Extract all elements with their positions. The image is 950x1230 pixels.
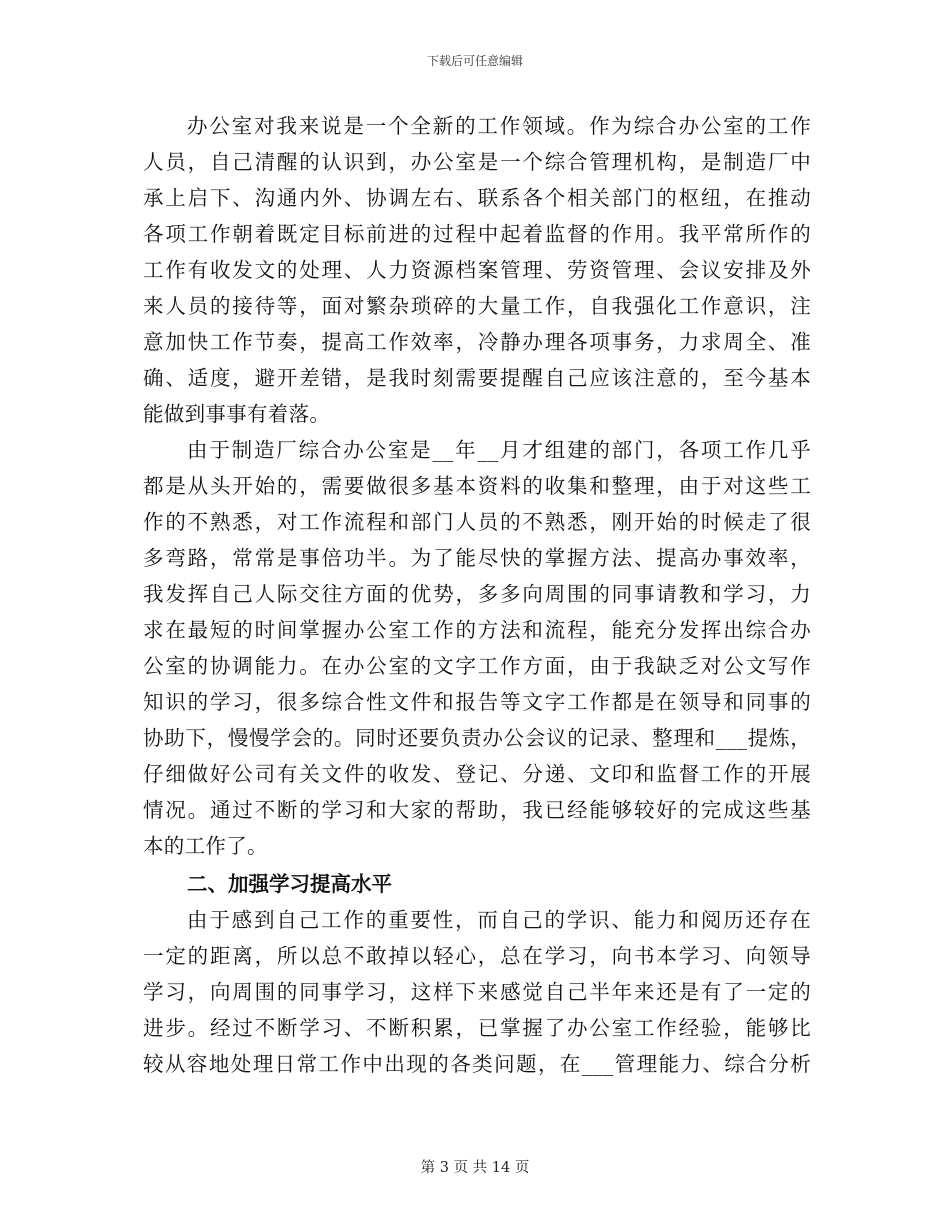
text-line: 我发挥自己人际交往方面的优势，多多向周围的同事请教和学习，力 <box>143 582 811 606</box>
text-line: 学习，向周围的同事学习，这样下来感觉自己半年来还是有了一定的 <box>143 980 811 1004</box>
text-line: 求在最短的时间掌握办公室工作的方法和流程，能充分发挥出综合办 <box>143 618 811 642</box>
text-line: 由于制造厂综合办公室是__年__月才组建的部门，各项工作几乎 <box>187 438 811 462</box>
text-line: 较从容地处理日常工作中出现的各类问题，在___管理能力、综合分析 <box>143 1052 811 1076</box>
text-line: 由于感到自己工作的重要性，而自己的学识、能力和阅历还存在 <box>187 908 811 932</box>
text-line: 来人员的接待等，面对繁杂琐碎的大量工作，自我强化工作意识，注 <box>143 294 811 318</box>
paragraph-2 <box>143 432 811 864</box>
text-line: 知识的学习，很多综合性文件和报告等文字工作都是在领导和同事的 <box>143 690 811 714</box>
page-header: 下载后可任意编辑 <box>426 54 523 68</box>
text-line: 仔细做好公司有关文件的收发、登记、分递、文印和监督工作的开展 <box>143 762 811 786</box>
text-line: 本的工作了。 <box>143 834 268 858</box>
text-line: 情况。通过不断的学习和大家的帮助，我已经能够较好的完成这些基 <box>143 798 811 822</box>
text-line: 协助下，慢慢学会的。同时还要负责办公会议的记录、整理和___提炼， <box>143 726 811 750</box>
text-line: 工作有收发文的处理、人力资源档案管理、劳资管理、会议安排及外 <box>143 258 811 282</box>
text-line: 都是从头开始的，需要做很多基本资料的收集和整理，由于对这些工 <box>143 474 811 498</box>
text-line: 办公室对我来说是一个全新的工作领域。作为综合办公室的工作 <box>187 114 811 138</box>
section-heading: 二、加强学习提高水平 <box>187 872 392 896</box>
document-body <box>143 108 811 1082</box>
text-line: 各项工作朝着既定目标前进的过程中起着监督的作用。我平常所作的 <box>143 222 811 246</box>
text-line: 多弯路，常常是事倍功半。为了能尽快的掌握方法、提高办事效率， <box>143 546 811 570</box>
text-line: 公室的协调能力。在办公室的文字工作方面，由于我缺乏对公文写作 <box>143 654 811 678</box>
page-footer: 第 3 页 共 14 页 <box>420 1160 530 1176</box>
text-line: 意加快工作节奏，提高工作效率，冷静办理各项事务，力求周全、准 <box>143 330 811 354</box>
paragraph-1 <box>143 108 811 432</box>
text-line: 进步。经过不断学习、不断积累，已掌握了办公室工作经验，能够比 <box>143 1016 811 1040</box>
text-line: 能做到事事有着落。 <box>143 402 331 426</box>
text-line: 承上启下、沟通内外、协调左右、联系各个相关部门的枢纽，在推动 <box>143 186 811 210</box>
paragraph-3 <box>143 902 811 1082</box>
text-line: 人员，自己清醒的认识到，办公室是一个综合管理机构，是制造厂中 <box>143 150 811 174</box>
text-line: 确、适度，避开差错，是我时刻需要提醒自己应该注意的，至今基本 <box>143 366 811 390</box>
text-line: 一定的距离，所以总不敢掉以轻心，总在学习，向书本学习、向领导 <box>143 944 811 968</box>
text-line: 作的不熟悉，对工作流程和部门人员的不熟悉，刚开始的时候走了很 <box>143 510 811 534</box>
